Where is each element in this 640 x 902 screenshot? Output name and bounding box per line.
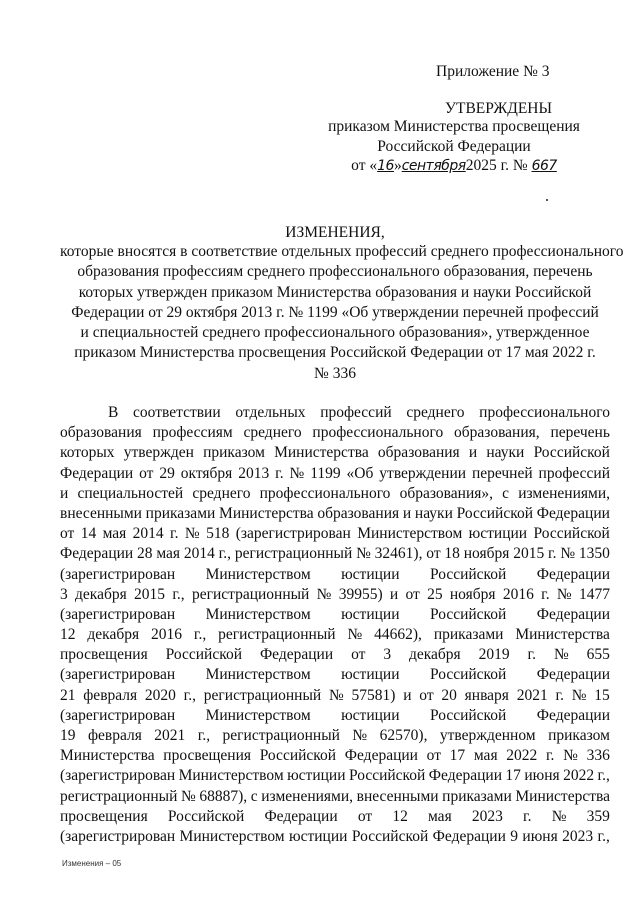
body-word: Российской	[429, 666, 507, 684]
body-word: г.,	[597, 767, 610, 785]
body-word: г.	[555, 686, 564, 704]
body-word: октября	[180, 464, 233, 482]
body-word: приказом	[203, 444, 265, 462]
body-word: г.	[545, 747, 555, 765]
body-word: декабря	[87, 626, 140, 644]
subtitle-line: № 336	[314, 364, 356, 382]
body-word: среднего	[243, 424, 302, 442]
body-word: мая	[156, 545, 181, 563]
body-word: 3	[60, 585, 68, 603]
body-word: г.	[170, 525, 179, 543]
date-mid: »	[393, 157, 402, 174]
body-word: изменениями,	[261, 787, 354, 805]
body-word: 2014	[132, 525, 164, 543]
body-word: г.	[275, 464, 284, 482]
body-word: с	[502, 484, 510, 502]
body-word: июня	[524, 767, 560, 785]
body-word: регистрационный	[203, 686, 322, 704]
body-word: №	[551, 807, 567, 825]
handwritten-order-number: 667	[531, 158, 557, 174]
body-word: которых	[60, 444, 115, 462]
body-word: Министерства	[515, 787, 610, 805]
body-word: мая	[473, 747, 498, 765]
body-word: профессионального	[479, 404, 610, 421]
body-word: 21	[60, 686, 76, 704]
body-word: 25	[427, 585, 443, 603]
body-word: (зарегистрирован	[60, 767, 176, 785]
body-word: 2022	[506, 747, 538, 765]
body-word: февраля	[83, 686, 138, 704]
body-word: Министерством	[205, 565, 311, 583]
body-word: (зарегистрирован	[60, 605, 176, 623]
body-word: 68887),	[199, 787, 248, 805]
body-word: Федерации	[344, 747, 418, 765]
body-word: 2021	[516, 686, 548, 704]
body-word: отдельных	[235, 404, 306, 421]
date-year: 2025 г. №	[465, 157, 528, 174]
footer-label: Изменения – 05	[62, 859, 122, 868]
body-word: регистрационный	[60, 787, 178, 805]
body-word: 3	[383, 646, 392, 664]
body-word: мая	[427, 807, 452, 825]
body-word: образования	[317, 504, 400, 522]
body-word: Федерации	[60, 545, 134, 563]
body-word: утверждении	[379, 464, 467, 482]
body-word: 518	[206, 525, 230, 543]
body-word: Федерации	[536, 605, 610, 623]
body-word: и	[389, 585, 399, 603]
body-word: от	[426, 747, 441, 765]
body-line	[60, 726, 610, 746]
body-word: Федерации	[536, 565, 610, 583]
body-word: Федерации	[60, 464, 134, 482]
body-word: от	[405, 585, 420, 603]
body-word: приказами	[433, 626, 504, 644]
subtitle-line: которые вносятся в соответствие отдельных профессий среднего профессионального	[60, 243, 624, 260]
body-word: г.,	[218, 545, 232, 563]
body-word: и	[403, 686, 412, 704]
body-line	[60, 443, 610, 463]
body-word: просвещения	[60, 646, 148, 664]
body-word: 32461),	[374, 545, 423, 563]
body-word: 2016	[502, 585, 534, 603]
body-word: регистрационный	[191, 585, 310, 603]
body-word: февраля	[87, 727, 142, 744]
body-word: 62570),	[379, 727, 428, 744]
body-word: Российской	[533, 525, 610, 543]
body-word: января	[464, 686, 509, 704]
body-word: 28	[137, 545, 153, 563]
body-word: 2023	[471, 807, 503, 825]
body-word: 2013	[238, 464, 270, 482]
body-word: 655	[586, 646, 610, 664]
body-word: 9	[510, 827, 519, 845]
scan-speck	[546, 199, 548, 201]
body-line	[60, 484, 610, 504]
body-word: 2022	[563, 767, 595, 785]
body-line	[60, 544, 610, 564]
body-word: регистрационный	[234, 545, 353, 563]
body-word: юстиции	[289, 827, 348, 845]
subtitle-line: и специальностей среднего профессионального образования», утвержденное	[80, 324, 590, 342]
order-line-2: Российской Федерации	[377, 137, 531, 155]
body-word: (зарегистрирован	[60, 706, 176, 724]
body-word: №	[553, 646, 569, 664]
body-word: с	[250, 787, 258, 805]
body-word: Министерством	[179, 827, 285, 845]
body-word: №	[356, 545, 371, 563]
document-title: ИЗМЕНЕНИЯ,	[285, 224, 385, 241]
body-word: г.	[527, 646, 537, 664]
body-line	[60, 807, 610, 827]
body-word: 336	[586, 747, 610, 765]
body-word: Российской	[429, 706, 507, 724]
body-word: Федерации	[432, 827, 506, 845]
body-word: от	[351, 646, 366, 664]
body-line	[60, 585, 610, 605]
body-word: юстиции	[341, 565, 400, 583]
body-word: образования	[60, 424, 142, 442]
body-word: перечень	[550, 424, 610, 442]
body-word: соответствии	[133, 404, 221, 421]
body-word: Министерством	[178, 767, 284, 785]
body-word: изменениями,	[518, 484, 610, 502]
body-word: (зарегистрирован	[235, 525, 351, 543]
body-word: №	[560, 545, 576, 563]
body-word: регистрационный	[222, 727, 340, 744]
body-word: Российской	[165, 646, 243, 664]
body-word: 2016	[151, 626, 182, 644]
body-word: юстиции	[468, 525, 528, 543]
subtitle-line: образования профессиям среднего профессионального образования, перечень	[77, 263, 593, 281]
body-word: 15	[594, 686, 610, 704]
body-word: (зарегистрирован	[60, 827, 176, 845]
body-word: 17	[505, 767, 521, 785]
body-word: 29	[159, 464, 175, 482]
body-word: Федерации	[264, 807, 338, 825]
body-line	[60, 464, 610, 484]
body-word: профессий	[320, 404, 392, 421]
body-word: Министерством	[205, 666, 311, 684]
body-word: Российской	[533, 444, 610, 462]
body-word: 14	[80, 525, 97, 543]
body-word: г.	[548, 545, 557, 563]
body-word: регистрационный	[218, 626, 336, 644]
body-word: Российской	[259, 747, 337, 765]
body-word: утвержденном	[439, 727, 536, 744]
body-word: 2021	[154, 727, 186, 744]
subtitle-line: которых утвержден приказом Министерства образования и науки Российской	[78, 283, 592, 301]
body-word: профессиям	[152, 424, 233, 442]
body-word: Министерства	[60, 747, 155, 765]
body-word: 2015	[513, 545, 545, 563]
body-word: Федерации	[259, 646, 334, 664]
body-line	[60, 403, 610, 423]
body-word: №	[563, 747, 578, 765]
body-line	[60, 504, 610, 524]
body-word: №	[556, 585, 572, 603]
body-word: науки	[486, 444, 525, 462]
body-word: ноября	[449, 585, 496, 603]
body-line	[60, 706, 610, 726]
body-word: профессионального	[259, 484, 391, 502]
body-line	[60, 524, 610, 544]
body-word: г.,	[172, 585, 185, 603]
body-word: Федерации	[536, 504, 610, 522]
body-word: №	[328, 686, 344, 704]
body-word: просвещения	[163, 747, 251, 765]
body-word: профессий	[538, 464, 610, 482]
body-word: (зарегистрирован	[60, 565, 176, 583]
body-word: 1199	[310, 464, 341, 482]
body-word: 18	[444, 545, 460, 563]
body-word: 20	[441, 686, 457, 704]
body-word: юстиции	[341, 605, 400, 623]
body-word: 1350	[578, 545, 610, 563]
body-line	[60, 766, 610, 786]
body-word: внесенными	[60, 504, 142, 522]
body-word: Федерации	[536, 706, 610, 724]
body-word: Министерства	[219, 504, 314, 522]
body-word: юстиции	[341, 706, 400, 724]
body-word: №	[571, 686, 587, 704]
document-subtitle	[60, 242, 624, 384]
body-word: внесенными	[356, 787, 439, 805]
body-word: Министерства	[515, 626, 610, 644]
body-word: Российской	[429, 565, 507, 583]
body-line	[60, 565, 610, 585]
body-word: 2023	[562, 827, 594, 845]
handwritten-month: сентября	[401, 158, 466, 174]
body-word: 19	[60, 727, 76, 744]
body-word: 359	[586, 807, 610, 825]
body-word: 1477	[578, 585, 610, 603]
body-word: г.,	[183, 686, 197, 704]
body-word: №	[181, 787, 196, 805]
body-word: Министерством	[205, 706, 311, 724]
body-line	[60, 746, 610, 766]
body-word: В	[108, 404, 119, 421]
subtitle-line: Федерации от 29 октября 2013 г. № 1199 «Об утверждении перечней профессий	[71, 303, 599, 321]
body-word: 39955)	[338, 585, 383, 603]
body-word: приказом	[548, 727, 610, 744]
subtitle-line: приказом Министерства просвещения Российской Федерации от 17 мая 2022 г.	[74, 344, 596, 362]
body-word: среднего	[192, 484, 251, 502]
body-line	[60, 645, 610, 665]
document-body	[60, 403, 610, 847]
approved-stamp: УТВЕРЖДЕНЫ	[445, 100, 552, 117]
body-word: образования,	[454, 424, 540, 442]
body-line	[60, 423, 610, 443]
body-word: и	[402, 504, 412, 522]
body-word: приказами	[442, 787, 512, 805]
body-word: Российской	[351, 827, 429, 845]
body-word: среднего	[406, 404, 465, 421]
body-word: Российской	[456, 504, 533, 522]
body-word: «Об	[346, 464, 374, 482]
body-word: профессионального	[312, 424, 444, 442]
body-word: Министерства	[274, 444, 369, 462]
body-word: г.,	[597, 827, 610, 845]
order-date-line	[300, 156, 608, 177]
body-word: 12	[60, 626, 76, 644]
body-word: №	[347, 626, 363, 644]
body-word: Министерством	[205, 605, 311, 623]
body-word: утвержден	[123, 444, 194, 462]
body-word: Российской	[167, 807, 245, 825]
body-word: №	[316, 585, 332, 603]
body-word: просвещения	[60, 807, 148, 825]
body-word: г.,	[193, 626, 207, 644]
body-word: 44662),	[374, 626, 422, 644]
body-word: от	[60, 525, 75, 543]
body-line	[60, 625, 610, 645]
body-word: Российской	[429, 605, 507, 623]
body-line	[60, 827, 610, 847]
body-word: от	[426, 545, 441, 563]
body-word: г.	[541, 585, 550, 603]
body-word: 2019	[478, 646, 510, 664]
body-line	[60, 686, 610, 706]
body-line	[60, 605, 610, 625]
body-word: от	[419, 686, 434, 704]
body-word: Федерации	[428, 767, 502, 785]
body-word: Министерством	[357, 525, 463, 543]
body-word: 57581)	[351, 686, 396, 704]
order-line-1: приказом Министерства просвещения	[328, 118, 580, 135]
handwritten-day: 16	[377, 158, 394, 174]
body-word: приказами	[145, 504, 216, 522]
body-word: ноября	[463, 545, 510, 563]
body-word: №	[184, 525, 200, 543]
body-word: №	[352, 727, 368, 744]
body-word: науки	[414, 504, 453, 522]
body-word: образования	[377, 444, 460, 462]
body-word: 17	[449, 747, 466, 765]
body-word: перечней	[471, 464, 533, 482]
body-word: образования»,	[399, 484, 493, 502]
body-word: специальностей	[77, 484, 184, 502]
body-word: юстиции	[341, 666, 400, 684]
body-word: мая	[102, 525, 127, 543]
body-word: Российской	[348, 767, 426, 785]
order-reference	[300, 117, 608, 177]
body-word: 12	[392, 807, 408, 825]
body-word: г.	[523, 807, 532, 825]
body-word: от	[139, 464, 154, 482]
body-line	[60, 665, 610, 685]
body-word: от	[357, 807, 373, 825]
body-line	[60, 787, 610, 807]
body-word: юстиции	[287, 767, 346, 785]
body-word: 2020	[144, 686, 176, 704]
annex-label: Приложение № 3	[436, 63, 550, 80]
body-word: Федерации	[536, 666, 610, 684]
body-word: (зарегистрирован	[60, 666, 176, 684]
body-word: декабря	[408, 646, 461, 664]
body-word: 2015	[134, 585, 166, 603]
body-word: 2014	[183, 545, 215, 563]
body-word: №	[289, 464, 305, 482]
body-word: и	[60, 484, 69, 502]
date-prefix: от «	[351, 157, 378, 174]
body-word: декабря	[75, 585, 127, 603]
body-word: г.,	[197, 727, 211, 744]
body-word: июня	[522, 827, 558, 845]
body-word: и	[468, 444, 478, 462]
